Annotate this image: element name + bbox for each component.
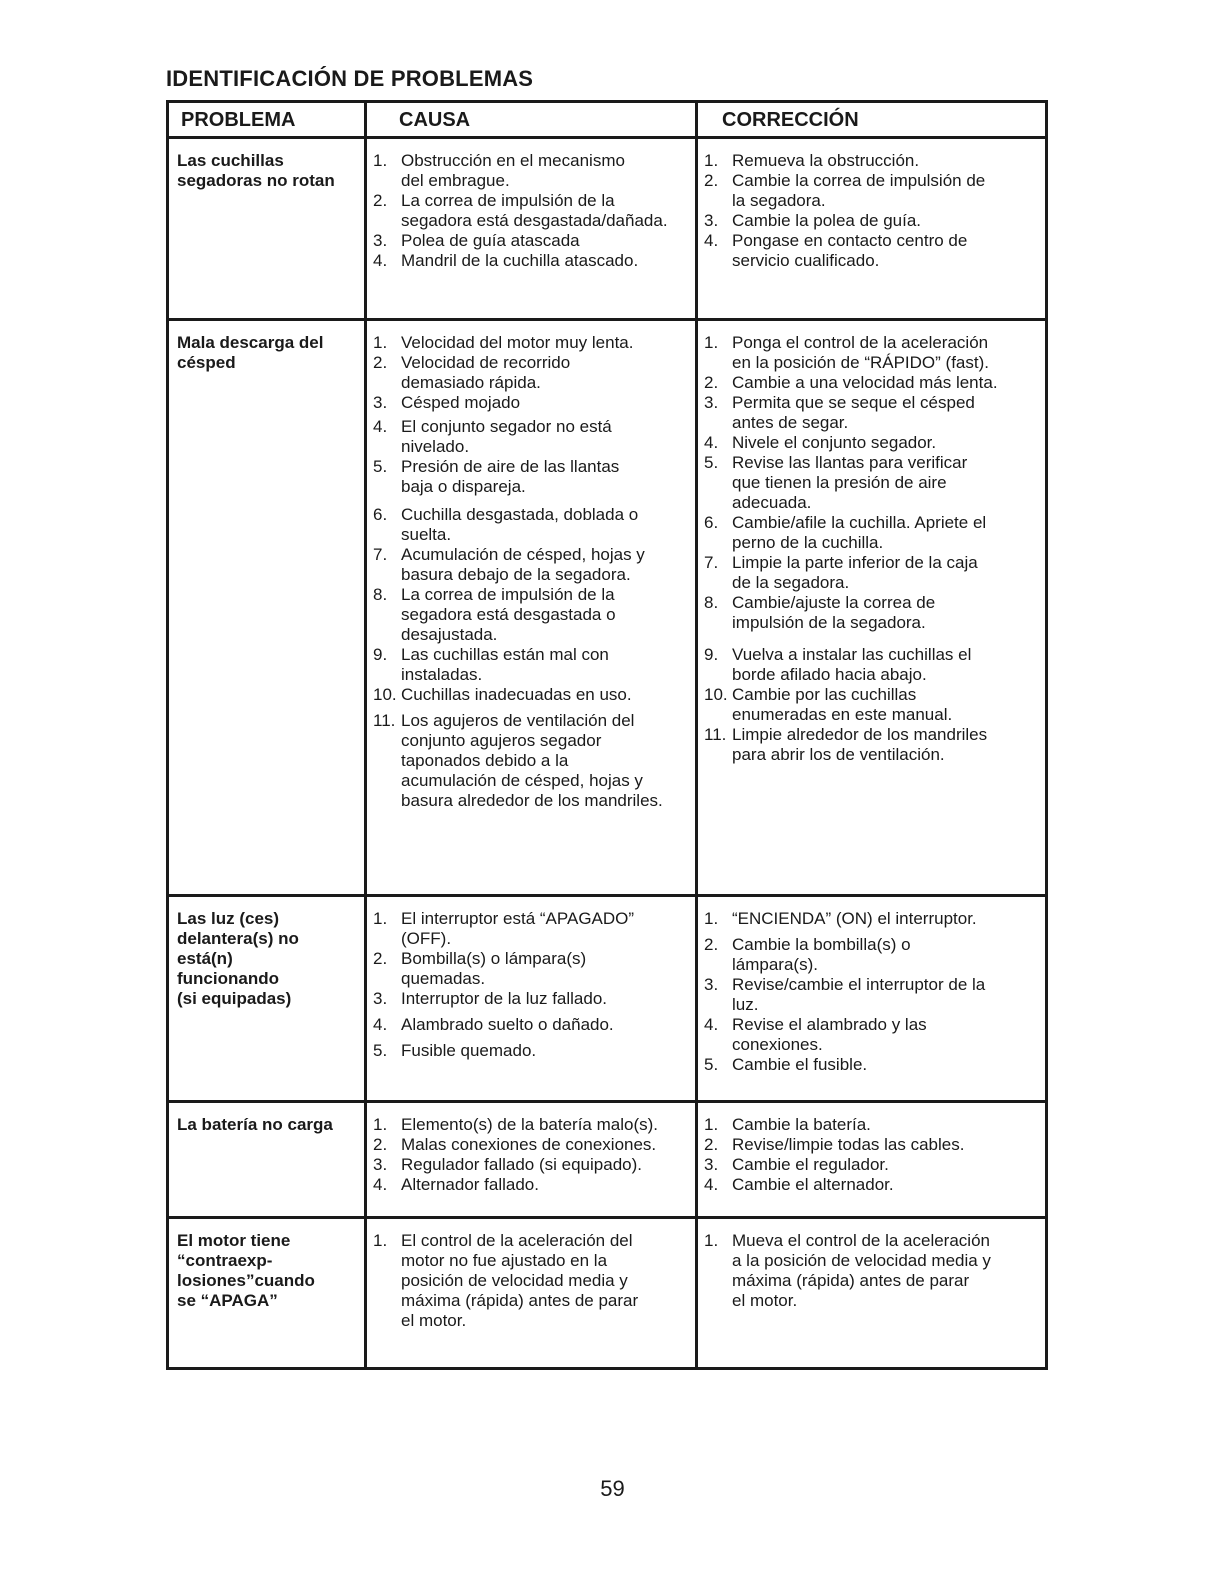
item-line: motor no fue ajustado en la (401, 1251, 608, 1270)
item-text (732, 1055, 1043, 1075)
item-text (401, 505, 693, 545)
problem-line: segadoras no rotan (177, 171, 335, 190)
item-line: segadora está desgastada o (401, 605, 616, 624)
item-line: Velocidad del motor muy lenta. (401, 333, 634, 352)
item-line: taponados debido a la (401, 751, 569, 770)
problem-line: (si equipadas) (177, 989, 292, 1008)
page-number: 59 (600, 1476, 625, 1501)
item-number: 3. (373, 989, 388, 1008)
item-line: La correa de impulsión de la (401, 191, 615, 210)
item-text (401, 1115, 693, 1135)
item-number: 1. (704, 151, 719, 170)
item-line: Limpie la parte inferior de la caja (732, 553, 978, 572)
item-number: 5. (373, 1041, 388, 1060)
list-item (373, 1155, 693, 1175)
item-number: 3. (704, 975, 719, 994)
item-line: borde afilado hacia abajo. (732, 665, 927, 684)
list-item (373, 1015, 693, 1035)
problem-cell (169, 321, 367, 894)
item-line: que tienen la presión de aire (732, 473, 947, 492)
item-number: 4. (373, 1015, 388, 1034)
item-number: 2. (373, 353, 388, 372)
list-item (373, 393, 693, 413)
problem-line: El motor tiene (177, 1231, 291, 1250)
item-line: Alternador fallado. (401, 1175, 539, 1194)
item-line: Mandril de la cuchilla atascado. (401, 251, 639, 270)
table-row (169, 1103, 1045, 1219)
item-number: 5. (373, 457, 388, 476)
item-line: lámpara(s). (732, 955, 818, 974)
item-line: máxima (rápida) antes de parar (401, 1291, 639, 1310)
list-item (704, 231, 1043, 271)
item-line: Cambie el regulador. (732, 1155, 889, 1174)
item-number: 1. (373, 151, 388, 170)
list-item (704, 333, 1043, 373)
list-item (704, 211, 1043, 231)
item-number: 3. (373, 393, 388, 412)
item-text (732, 935, 1043, 975)
list-item (704, 725, 1043, 765)
correction-cell (698, 139, 1045, 318)
item-text (732, 211, 1043, 231)
list-item (704, 433, 1043, 453)
item-line: Las cuchillas están mal con (401, 645, 609, 664)
item-line: del embrague. (401, 171, 510, 190)
item-line: instaladas. (401, 665, 483, 684)
item-number: 9. (373, 645, 388, 664)
item-text (732, 593, 1043, 633)
item-line: Polea de guía atascada (401, 231, 580, 250)
item-number: 4. (704, 1175, 719, 1194)
list-item (373, 1175, 693, 1195)
table-row (169, 139, 1045, 321)
item-text (401, 1155, 693, 1175)
item-text (401, 949, 693, 989)
problem-line: La batería no carga (177, 1115, 333, 1134)
list-item (373, 711, 693, 811)
item-number: 11. (704, 725, 727, 744)
item-text (401, 1135, 693, 1155)
cause-cell (367, 139, 698, 318)
item-line: Cambie a una velocidad más lenta. (732, 373, 998, 392)
cause-cell (367, 321, 698, 894)
list-item (704, 935, 1043, 975)
item-number: 3. (704, 393, 719, 412)
item-line: (OFF). (401, 929, 452, 948)
item-text (401, 1231, 693, 1331)
item-line: desajustada. (401, 625, 498, 644)
item-number: 10. (373, 685, 397, 704)
item-line: perno de la cuchilla. (732, 533, 884, 552)
list-item (704, 1055, 1043, 1075)
header-problem: PROBLEMA (169, 103, 367, 136)
problem-line: está(n) (177, 949, 233, 968)
list-item (373, 251, 693, 271)
item-number: 2. (704, 935, 719, 954)
item-text (401, 545, 693, 585)
item-line: máxima (rápida) antes de parar (732, 1271, 970, 1290)
item-number: 8. (373, 585, 388, 604)
list-item (704, 171, 1043, 211)
list-item (704, 685, 1043, 725)
list-item (373, 191, 693, 231)
item-line: Obstrucción en el mecanismo (401, 151, 625, 170)
item-text (732, 151, 1043, 171)
item-text (732, 513, 1043, 553)
item-text (401, 353, 693, 393)
item-text (732, 1135, 1043, 1155)
item-text (732, 453, 1043, 513)
item-text (732, 1155, 1043, 1175)
item-text (401, 457, 693, 497)
item-text (401, 231, 693, 251)
item-line: conjunto agujeros segador (401, 731, 602, 750)
item-line: Cambie la polea de guía. (732, 211, 922, 230)
item-line: en la posición de “RÁPIDO” (fast). (732, 353, 989, 372)
list-item (373, 949, 693, 989)
item-number: 2. (373, 191, 388, 210)
item-line: “ENCIENDA” (ON) el interruptor. (732, 909, 977, 928)
item-number: 4. (704, 231, 719, 250)
item-line: Bombilla(s) o lámpara(s) (401, 949, 587, 968)
problem-line: losiones”cuando (177, 1271, 315, 1290)
item-line: Presión de aire de las llantas (401, 457, 620, 476)
item-line: acumulación de césped, hojas y (401, 771, 643, 790)
item-text (732, 909, 1043, 929)
problem-cell (169, 897, 367, 1100)
item-line: Permita que se seque el césped (732, 393, 975, 412)
list-item (373, 457, 693, 497)
header-cause: CAUSA (367, 103, 698, 136)
item-text (732, 1231, 1043, 1311)
item-number: 5. (704, 1055, 719, 1074)
item-line: para abrir los de ventilación. (732, 745, 945, 764)
list-item (373, 1231, 693, 1331)
item-text (401, 191, 693, 231)
problem-line: césped (177, 353, 236, 372)
list-item (373, 545, 693, 585)
list-item (704, 151, 1043, 171)
list-item (704, 1015, 1043, 1055)
item-line: Cambie el alternador. (732, 1175, 894, 1194)
item-number: 1. (704, 1231, 719, 1250)
item-number: 9. (704, 645, 719, 664)
item-number: 4. (704, 1015, 719, 1034)
item-text (401, 151, 693, 191)
item-text (732, 1175, 1043, 1195)
item-line: Remueva la obstrucción. (732, 151, 920, 170)
item-line: Fusible quemado. (401, 1041, 537, 1060)
item-number: 3. (704, 211, 719, 230)
item-number: 1. (373, 1115, 388, 1134)
item-line: Revise/cambie el interruptor de la (732, 975, 986, 994)
item-text (401, 393, 693, 413)
list-item (373, 685, 693, 705)
item-line: posición de velocidad media y (401, 1271, 628, 1290)
item-line: Pongase en contacto centro de (732, 231, 968, 250)
item-line: Interruptor de la luz fallado. (401, 989, 608, 1008)
item-line: a la posición de velocidad media y (732, 1251, 991, 1270)
item-line: antes de segar. (732, 413, 849, 432)
item-line: de la segadora. (732, 573, 850, 592)
item-line: Cuchilla desgastada, doblada o (401, 505, 639, 524)
item-text (401, 989, 693, 1009)
list-item (704, 593, 1043, 633)
item-number: 2. (704, 373, 719, 392)
item-number: 2. (373, 1135, 388, 1154)
list-item (373, 505, 693, 545)
table-row (169, 1219, 1045, 1367)
item-number: 1. (704, 333, 719, 352)
list-item (373, 333, 693, 353)
item-line: Cambie por las cuchillas (732, 685, 917, 704)
item-line: demasiado rápida. (401, 373, 541, 392)
item-number: 6. (373, 505, 388, 524)
item-text (401, 585, 693, 645)
item-text (401, 1175, 693, 1195)
item-number: 3. (373, 231, 388, 250)
item-line: El interruptor está “APAGADO” (401, 909, 635, 928)
cause-cell (367, 1103, 698, 1216)
list-item (373, 909, 693, 949)
item-line: luz. (732, 995, 759, 1014)
problem-cell (169, 139, 367, 318)
problem-line: Las cuchillas (177, 151, 284, 170)
page-title: IDENTIFICACIÓN DE PROBLEMAS (166, 66, 534, 91)
item-text (401, 645, 693, 685)
item-text (732, 373, 1043, 393)
item-text (401, 711, 693, 811)
list-item (373, 353, 693, 393)
item-text (401, 417, 693, 457)
item-line: Revise/limpie todas las cables. (732, 1135, 965, 1154)
list-item (704, 553, 1043, 593)
problem-line: Las luz (ces) (177, 909, 280, 928)
list-item (373, 585, 693, 645)
item-line: Regulador fallado (si equipado). (401, 1155, 642, 1174)
item-text (732, 975, 1043, 1015)
item-text (732, 231, 1043, 271)
item-text (732, 685, 1043, 725)
item-number: 2. (373, 949, 388, 968)
item-line: segadora está desgastada/dañada. (401, 211, 668, 230)
item-number: 5. (704, 453, 719, 472)
item-number: 4. (704, 433, 719, 452)
item-line: Nivele el conjunto segador. (732, 433, 937, 452)
item-text (401, 1015, 693, 1035)
item-line: Cuchillas inadecuadas en uso. (401, 685, 632, 704)
problem-cell (169, 1103, 367, 1216)
item-line: Velocidad de recorrido (401, 353, 571, 372)
item-text (732, 1115, 1043, 1135)
list-item (704, 1231, 1043, 1311)
list-item (704, 453, 1043, 513)
list-item (373, 417, 693, 457)
problem-line: “contraexp- (177, 1251, 273, 1270)
item-number: 4. (373, 251, 388, 270)
item-text (401, 333, 693, 353)
list-item (704, 1115, 1043, 1135)
item-line: Elemento(s) de la batería malo(s). (401, 1115, 658, 1134)
header-correction: CORRECCIÓN (722, 109, 859, 131)
correction-cell (698, 897, 1045, 1100)
item-number: 3. (373, 1155, 388, 1174)
item-line: basura debajo de la segadora. (401, 565, 631, 584)
item-line: adecuada. (732, 493, 812, 512)
item-line: Cambie el fusible. (732, 1055, 868, 1074)
item-line: Acumulación de césped, hojas y (401, 545, 645, 564)
item-text (732, 433, 1043, 453)
cause-cell (367, 897, 698, 1100)
correction-cell (698, 1103, 1045, 1216)
item-text (732, 333, 1043, 373)
item-line: Revise las llantas para verificar (732, 453, 968, 472)
item-line: impulsión de la segadora. (732, 613, 926, 632)
item-number: 2. (704, 1135, 719, 1154)
cause-cell (367, 1219, 698, 1367)
item-line: El conjunto segador no está (401, 417, 612, 436)
list-item (373, 1135, 693, 1155)
list-item (704, 1135, 1043, 1155)
item-line: Cambie la bombilla(s) o (732, 935, 911, 954)
table-header-row (169, 103, 1045, 139)
item-text (401, 251, 693, 271)
item-line: Los agujeros de ventilación del (401, 711, 635, 730)
table-row (169, 897, 1045, 1103)
list-item (373, 1041, 693, 1061)
item-line: Cambie/ajuste la correa de (732, 593, 936, 612)
table-row (169, 321, 1045, 897)
item-line: baja o dispareja. (401, 477, 526, 496)
item-text (732, 171, 1043, 211)
item-line: suelta. (401, 525, 452, 544)
list-item (704, 975, 1043, 1015)
problem-line: Mala descarga del (177, 333, 324, 352)
list-item (373, 645, 693, 685)
list-item (704, 645, 1043, 685)
item-number: 2. (704, 171, 719, 190)
item-line: conexiones. (732, 1035, 823, 1054)
list-item (704, 1175, 1043, 1195)
item-line: el motor. (401, 1311, 467, 1330)
item-line: servicio cualificado. (732, 251, 880, 270)
item-line: enumeradas en este manual. (732, 705, 953, 724)
item-number: 1. (373, 333, 388, 352)
item-line: el motor. (732, 1291, 798, 1310)
item-line: Alambrado suelto o dañado. (401, 1015, 614, 1034)
item-number: 7. (373, 545, 388, 564)
problem-line: se “APAGA” (177, 1291, 278, 1310)
item-line: Cambie la batería. (732, 1115, 871, 1134)
item-line: Malas conexiones de conexiones. (401, 1135, 657, 1154)
item-number: 1. (704, 1115, 719, 1134)
list-item (373, 151, 693, 191)
item-text (732, 553, 1043, 593)
item-line: nivelado. (401, 437, 470, 456)
item-text (732, 645, 1043, 685)
problem-cell (169, 1219, 367, 1367)
list-item (704, 393, 1043, 433)
item-line: La correa de impulsión de la (401, 585, 615, 604)
list-item (373, 989, 693, 1009)
item-line: quemadas. (401, 969, 486, 988)
item-number: 3. (704, 1155, 719, 1174)
item-number: 4. (373, 417, 388, 436)
item-text (401, 1041, 693, 1061)
item-text (401, 685, 693, 705)
item-number: 8. (704, 593, 719, 612)
item-line: Mueva el control de la aceleración (732, 1231, 990, 1250)
item-line: Revise el alambrado y las (732, 1015, 927, 1034)
item-line: Cambie la correa de impulsión de (732, 171, 986, 190)
item-text (732, 725, 1043, 765)
item-line: Ponga el control de la aceleración (732, 333, 989, 352)
list-item (373, 1115, 693, 1135)
problem-line: delantera(s) no (177, 929, 299, 948)
item-line: Césped mojado (401, 393, 521, 412)
list-item (704, 373, 1043, 393)
item-number: 1. (704, 909, 719, 928)
problem-line: funcionando (177, 969, 279, 988)
item-line: basura alrededor de los mandriles. (401, 791, 663, 810)
item-number: 11. (373, 711, 396, 730)
item-line: Vuelva a instalar las cuchillas el (732, 645, 972, 664)
item-text (732, 1015, 1043, 1055)
item-number: 4. (373, 1175, 388, 1194)
correction-cell (698, 1219, 1045, 1367)
item-number: 1. (373, 909, 388, 928)
item-line: El control de la aceleración del (401, 1231, 633, 1250)
item-line: la segadora. (732, 191, 826, 210)
list-item (373, 231, 693, 251)
item-number: 6. (704, 513, 719, 532)
troubleshooting-table (166, 100, 1048, 1370)
item-line: Limpie alrededor de los mandriles (732, 725, 988, 744)
item-text (401, 909, 693, 949)
correction-cell (698, 321, 1045, 894)
list-item (704, 513, 1043, 553)
list-item (704, 1155, 1043, 1175)
item-text (732, 393, 1043, 433)
item-number: 10. (704, 685, 728, 704)
item-number: 7. (704, 553, 719, 572)
list-item (704, 909, 1043, 929)
item-number: 1. (373, 1231, 388, 1250)
item-line: Cambie/afile la cuchilla. Apriete el (732, 513, 987, 532)
